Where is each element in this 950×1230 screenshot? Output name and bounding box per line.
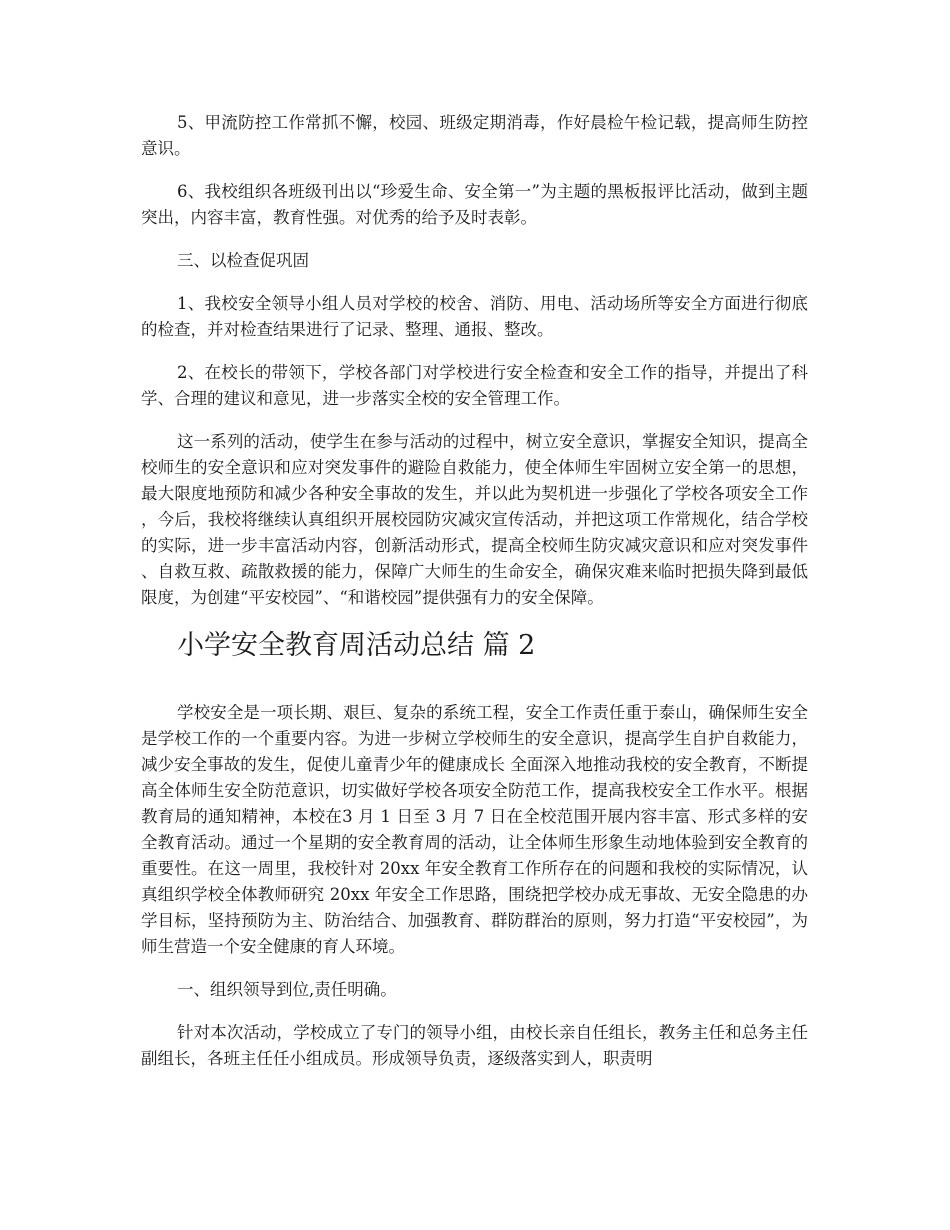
section-heading-inspection: 三、以检查促巩固 (177, 251, 309, 270)
article-heading: 小学安全教育周活动总结 篇 2 (177, 630, 536, 661)
document-body (141, 110, 808, 1089)
paragraph-safety-inspection: 1、我校安全领导小组人员对学校的校舍、消防、用电、活动场所等安全方面进行彻底的检查，并对检查结果进行了记录、整理、通报、整改。 (141, 294, 808, 339)
paragraph-blackboard-contest: 6、我校组织各班级刊出以“珍爱生命、安全第一”为主题的黑板报评比活动，做到主题突出，内容丰富，教育性强。对优秀的给予及时表彰。 (141, 182, 808, 227)
paragraph-activity-summary: 这一系列的活动，使学生在参与活动的过程中，树立安全意识，掌握安全知识，提高全校师生的安全意识和应对突发事件的避险自救能力，使全体师生牢固树立安全第一的思想，最大限度地预防和减少各种安全事故的发生，并以此为契机进一步强化了学校各项安全工作，今后，我校将继续认真组织开展校园防灾减灾宣传活动，并把这项工作常规化，结合学校的实际，进一步丰富活动内容，创新活动形式，提高全校师生防灾减灾意识和应对突发事件、自救互救、疏散救援的能力，保障广大师生的生命安全，确保灾难来临时把损失降到最低限度，为创建“平安校园”、“和谐校园”提供强有力的安全保障。 (141, 432, 808, 607)
section-heading-leadership: 一、组织领导到位,责任明确。 (177, 980, 397, 999)
paragraph-principal-guidance: 2、在校长的带领下，学校各部门对学校进行安全检查和安全工作的指导，并提出了科学、合理的建议和意见，进一步落实全校的安全管理工作。 (141, 363, 808, 408)
paragraph-flu-prevention: 5、甲流防控工作常抓不懈，校园、班级定期消毒，作好晨检午检记载，提高师生防控意识。 (141, 113, 808, 158)
paragraph-school-safety-intro: 学校安全是一项长期、艰巨、复杂的系统工程，安全工作责任重于泰山，确保师生安全是学校工作的一个重要内容。为进一步树立学校师生的安全意识，提高学生自护自救能力，减少安全事故的发生，促使儿童青少年的健康成长 全面深入地推动我校的安全教育，不断提高全体师生安全防范意识，切实做好学校各项安全防范工作，提高我校安全工作水平。根据教育局的通知精神，本校在3 月 1 日至 3 月 7 日在全校范围开展内容丰富、形式多样的安全教育活动。通过一个星期的安全教育周的活动，让全体师生形象生动地体验到安全教育的重要性。在这一周里，我校针对 20xx 年安全教育工作所存在的问题和我校的实际情况，认真组织学校全体教师研究 20xx 年安全工作思路，围绕把学校办成无事故、无安全隐患的办学目标，坚持预防为主、防治结合、加强教育、群防群治的原则，努力打造“平安校园”，为师生营造一个安全健康的育人环境。 (141, 703, 808, 956)
paragraph-leadership-group: 针对本次活动，学校成立了专门的领导小组，由校长亲自任组长，教务主任和总务主任副组长，各班主任任小组成员。形成领导负责，逐级落实到人，职责明 (141, 1023, 808, 1068)
